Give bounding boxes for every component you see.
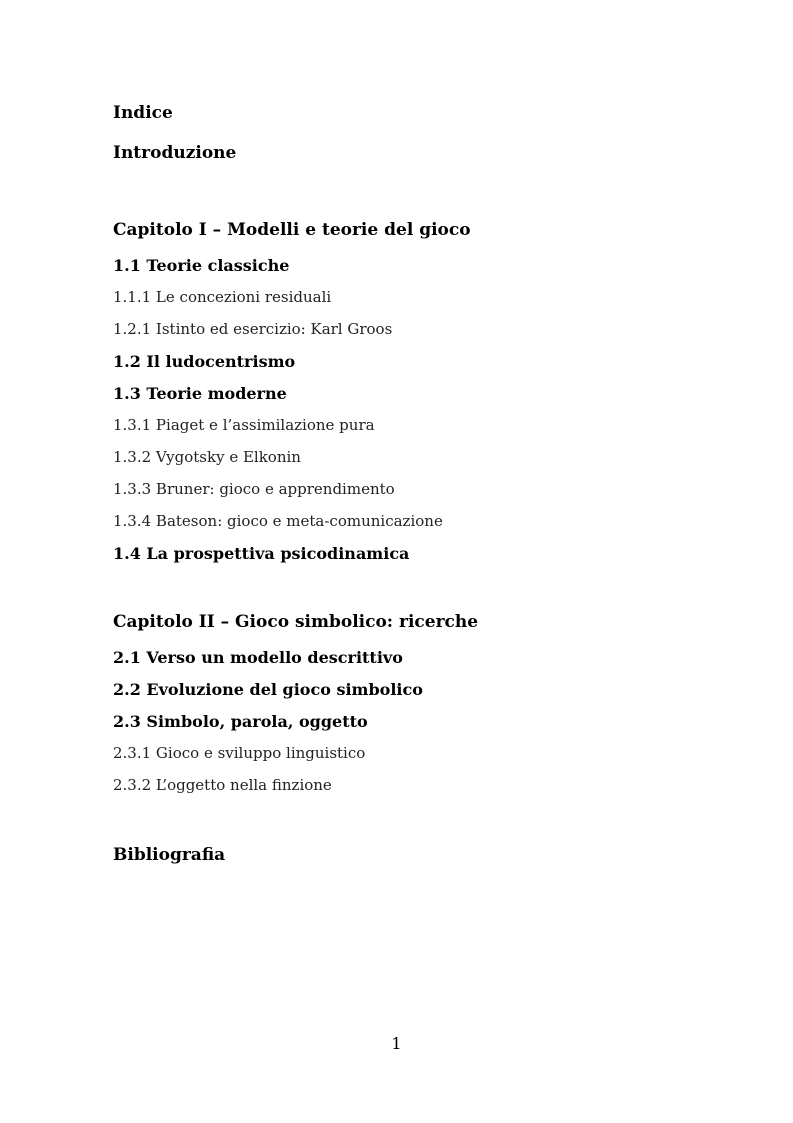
toc-chapter-2-title: Capitolo II – Gioco simbolico: ricerche	[113, 612, 479, 632]
toc-section-2-1: 2.1 Verso un modello descrittivo	[113, 648, 403, 667]
toc-subsection-2-3-1: 2.3.1 Gioco e sviluppo linguistico	[113, 744, 366, 762]
toc-section-1-2: 1.2 Il ludocentrismo	[113, 352, 296, 371]
toc-subsection-1-1-1: 1.1.1 Le concezioni residuali	[113, 288, 332, 306]
toc-section-1-1: 1.1 Teorie classiche	[113, 256, 290, 275]
toc-section-1-4: 1.4 La prospettiva psicodinamica	[113, 544, 410, 563]
toc-heading-indice: Indice	[113, 103, 173, 123]
toc-section-1-3: 1.3 Teorie moderne	[113, 384, 287, 403]
toc-section-2-3: 2.3 Simbolo, parola, oggetto	[113, 712, 368, 731]
toc-chapter-1-title: Capitolo I – Modelli e teorie del gioco	[113, 220, 471, 240]
toc-subsection-1-3-1: 1.3.1 Piaget e l’assimilazione pura	[113, 416, 375, 434]
toc-subsection-1-3-4: 1.3.4 Bateson: gioco e meta-comunicazione	[113, 512, 443, 530]
toc-subsection-2-3-2: 2.3.2 L’oggetto nella finzione	[113, 776, 332, 794]
toc-subsection-1-3-2: 1.3.2 Vygotsky e Elkonin	[113, 448, 301, 466]
toc-entry-introduzione: Introduzione	[113, 143, 237, 163]
toc-entry-bibliografia: Bibliografia	[113, 845, 226, 865]
page-number: 1	[391, 1034, 402, 1053]
toc-subsection-1-3-3: 1.3.3 Bruner: gioco e apprendimento	[113, 480, 395, 498]
toc-subsection-1-2-1: 1.2.1 Istinto ed esercizio: Karl Groos	[113, 320, 393, 338]
toc-section-2-2: 2.2 Evoluzione del gioco simbolico	[113, 680, 423, 699]
